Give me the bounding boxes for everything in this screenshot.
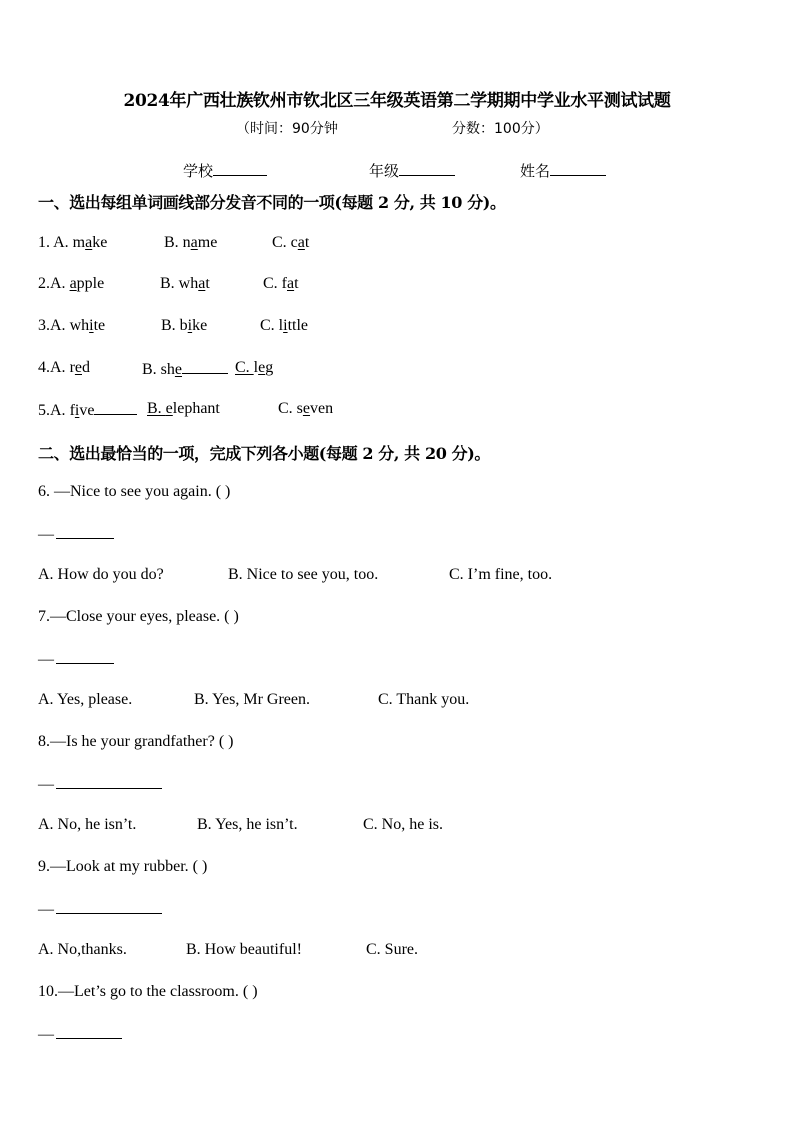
q7-option-c[interactable]: C. Thank you. (378, 691, 470, 708)
q8-answer-blank[interactable] (56, 774, 162, 789)
q6-answer-line: — (38, 524, 114, 544)
q8-prompt: 8.—Is he your grandfather? ( ) (38, 733, 234, 750)
q8-answer-line: — (38, 774, 162, 794)
name-blank[interactable] (550, 161, 606, 176)
q9-answer-line: — (38, 899, 162, 919)
exam-title: 2024年广西壮族钦州市钦北区三年级英语第二学期期中学业水平测试试题 (123, 91, 671, 111)
q6-option-c[interactable]: C. I’m fine, too. (449, 566, 553, 583)
q9-option-a[interactable]: A. No,thanks. (38, 941, 127, 958)
exam-score: 分数：100分） (452, 121, 549, 137)
q8-option-b[interactable]: B. Yes, he isn’t. (197, 816, 298, 833)
q10-answer-blank[interactable] (56, 1024, 122, 1039)
exam-time: （时间：90分钟 (236, 121, 338, 137)
school-blank[interactable] (213, 161, 267, 176)
q9-prompt: 9.—Look at my rubber. ( ) (38, 858, 208, 875)
q8-option-c[interactable]: C. No, he is. (363, 816, 443, 833)
q7-option-a[interactable]: A. Yes, please. (38, 691, 133, 708)
q7-prompt: 7.—Close your eyes, please. ( ) (38, 608, 239, 625)
q6-option-b[interactable]: B. Nice to see you, too. (228, 566, 379, 583)
q9-option-b[interactable]: B. How beautiful! (186, 941, 302, 958)
q7-option-b[interactable]: B. Yes, Mr Green. (194, 691, 310, 708)
name-field (520, 160, 606, 181)
name-label: 姓名 (520, 162, 551, 180)
gap-line (94, 400, 137, 415)
q10-answer-line: — (38, 1024, 122, 1044)
section1-heading: 一、选出每组单词画线部分发音不同的一项(每题 2 分, 共 10 分)。 (38, 193, 506, 212)
school-label: 学校 (183, 162, 214, 180)
grade-field (369, 160, 455, 181)
section2-heading: 二、选出最恰当的一项，完成下列各小题(每题 2 分, 共 20 分)。 (38, 444, 490, 463)
q6-option-a[interactable]: A. How do you do? (38, 566, 164, 583)
q7-answer-blank[interactable] (56, 649, 114, 664)
q10-prompt: 10.—Let’s go to the classroom. ( ) (38, 983, 258, 1000)
exam-page: 2024年广西壮族钦州市钦北区三年级英语第二学期期中学业水平测试试题 （时间：90分钟 分数：100分） 学校 年级 姓名 一、选出每组单词画线部分发音不同的一项(每题 2 分, 共 10 分)。 1. A. make B. name C. cat 2.A. apple B. what C. fat 3.A. white B. bike C. little 4.A. red B. she C. leg 5.A. five B. elephant C. seven 二、选出最恰当的一项，完成下列各小题(每题 2 分, 共 20 分)。 6. —Nice to see you again. ( ) — A. How do you do? B. Nice to see you, too. C. I’m fine, too. 7.—Close your eyes, please. ( ) — A. Yes, please. B. Yes, Mr Green. C. Thank you. 8.—Is he your grandfather? ( ) — A. No, he isn’t. B. Yes, he isn’t. C. No, he is. 9.—Look at my rubber. ( ) — A. No,thanks. B. How beautiful! C. Sure. 10.—Let’s go to the classroom. ( ) — (0, 0, 794, 1123)
gap-line (182, 359, 228, 374)
q6-answer-blank[interactable] (56, 524, 114, 539)
q8-option-a[interactable]: A. No, he isn’t. (38, 816, 137, 833)
q7-answer-line: — (38, 649, 114, 669)
q6-prompt: 6. —Nice to see you again. ( ) (38, 483, 231, 500)
q9-option-c[interactable]: C. Sure. (366, 941, 418, 958)
school-field (183, 160, 267, 181)
grade-blank[interactable] (399, 161, 455, 176)
grade-label: 年级 (369, 162, 400, 180)
q9-answer-blank[interactable] (56, 899, 162, 914)
